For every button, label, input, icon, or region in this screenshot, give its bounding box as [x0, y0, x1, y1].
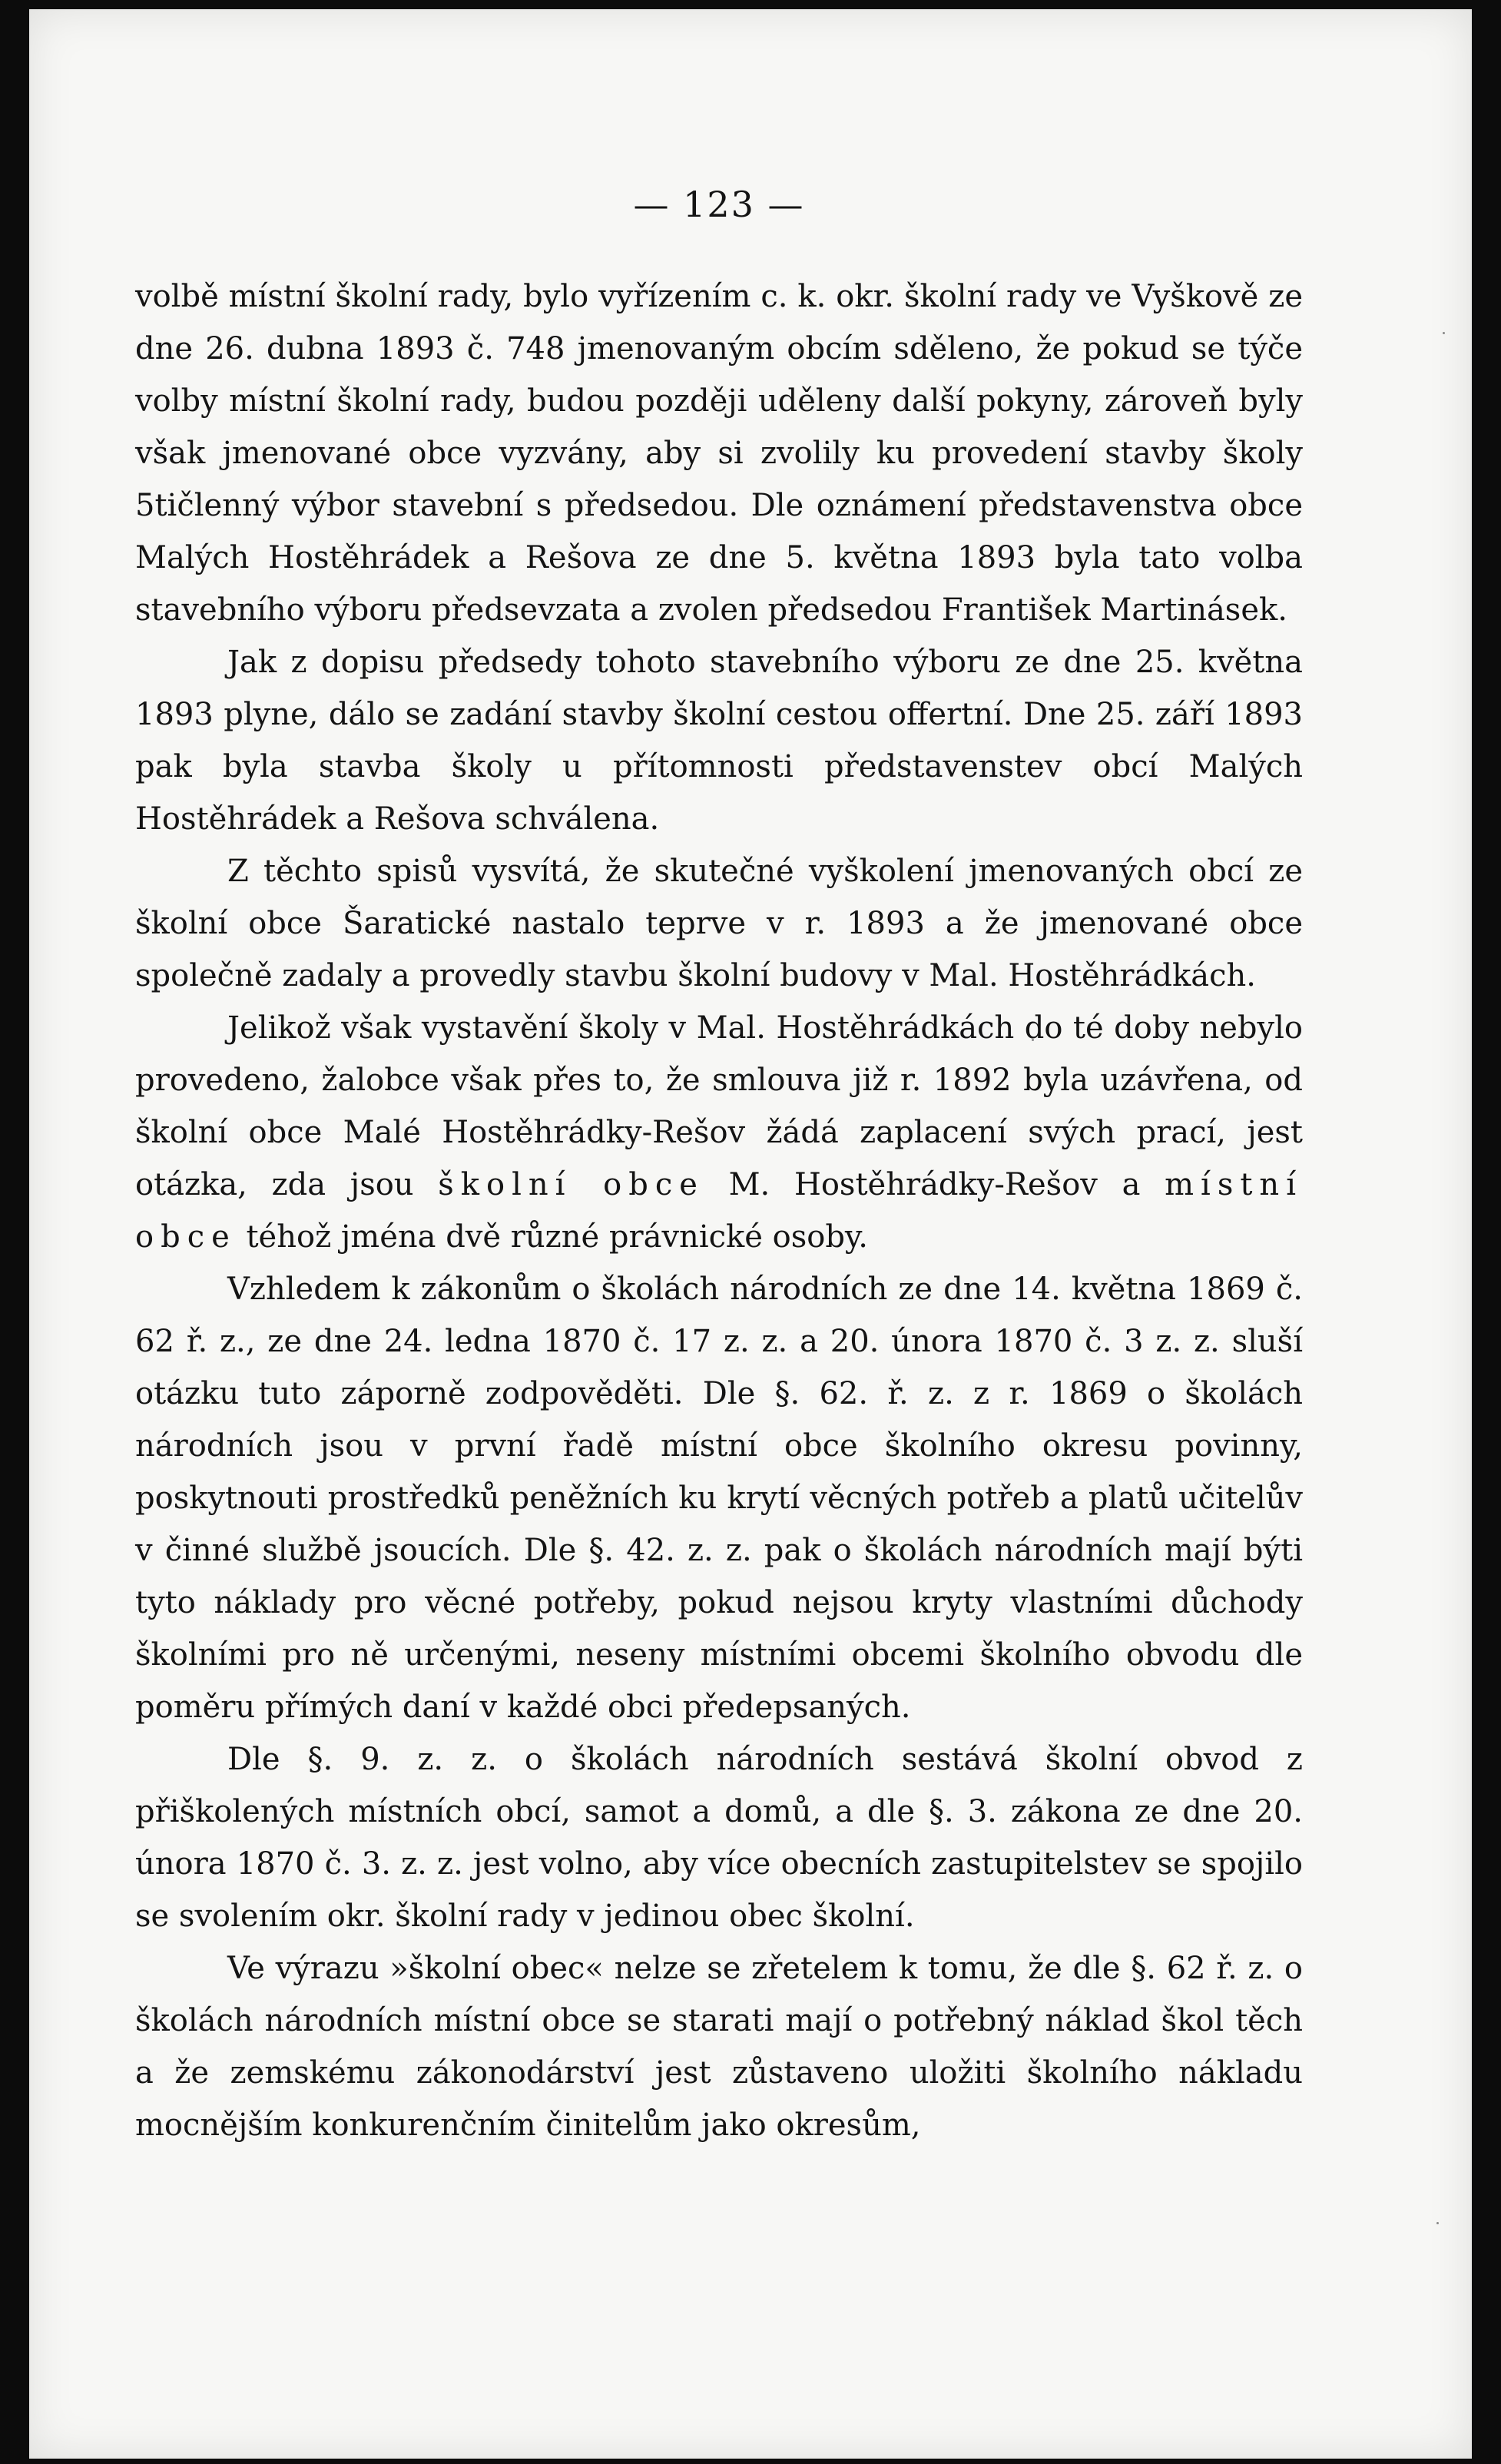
paragraph	[135, 1002, 1303, 1263]
paragraph	[135, 1942, 1303, 2151]
paragraph-text: téhož jména dvě různé právnické osoby.	[236, 1219, 868, 1255]
emphasized-text: místní obce	[135, 1167, 1303, 1255]
speck	[1443, 332, 1445, 334]
paragraph-text: Z těchto spisů vysvítá, že skutečné vyškolení jmenovaných obcí ze školní obce Šaratické nastalo teprve v r. 1893 a že jmenované obce společně zadaly a provedly stavbu školní budovy v Mal. Hostěhrádkách.	[135, 854, 1303, 993]
paragraph	[135, 1733, 1303, 1942]
body-text	[135, 270, 1303, 2151]
paragraph-text: volbě místní školní rady, bylo vyřízením c. k. okr. školní rady ve Vyškově ze dne 26. dubna 1893 č. 748 jmenovaným obcím sděleno, že pokud se týče volby místní školní rady, budou později uděleny další pokyny, zároveň byly však jmenované obce vyzvány, aby si zvolily ku provedení stavby školy 5tičlenný výbor stavební s předsedou. Dle oznámení představenstva obce Malých Hostěhrádek a Rešova ze dne 5. května 1893 byla tato volba stavebního výboru předsevzata a zvolen předsedou František Martinásek.	[135, 279, 1303, 628]
text-block	[135, 184, 1303, 2151]
paragraph-text: Vzhledem k zákonům o školách národních ze dne 14. května 1869 č. 62 ř. z., ze dne 24. ledna 1870 č. 17 z. z. a 20. února 1870 č. 3 z. z. sluší otázku tuto záporně zodpověděti. Dle §. 62. ř. z. z r. 1869 o školách národních jsou v první řadě místní obce školního okresu povinny, poskytnouti prostředků peněžních ku krytí věcných potřeb a platů učitelův v činné službě jsoucích. Dle §. 42. z. z. pak o školách národních mají býti tyto náklady pro věcné potřeby, pokud nejsou kryty vlastními důchody školními pro ně určenými, neseny místními obcemi školního obvodu dle poměru přímých daní v každé obci předepsaných.	[135, 1272, 1303, 1725]
paragraph-text: Ve výrazu »školní obec« nelze se zřetelem k tomu, že dle §. 62 ř. z. o školách národních místní obce se starati mají o potřebný náklad škol těch a že zemskému zákonodárství jest zůstaveno uložiti školního nákladu mocnějším konkurenčním činitelům jako okresům,	[135, 1951, 1303, 2143]
paragraph	[135, 636, 1303, 845]
speck	[1436, 2222, 1439, 2224]
paragraph-text: Jelikož však vystavění školy v Mal. Hostěhrádkách do té doby nebylo provedeno, žalobce však přes to, že smlouva již r. 1892 byla uzávřena, od školní obce Malé Hostěhrádky-Rešov žádá zaplacení svých prací, jest otázka, zda jsou	[135, 1010, 1303, 1202]
paragraph	[135, 1263, 1303, 1733]
paragraph-text: Jak z dopisu předsedy tohoto stavebního výboru ze dne 25. května 1893 plyne, dálo se zadání stavby školní cestou offertní. Dne 25. září 1893 pak byla stavba školy u přítomnosti představenstev obcí Malých Hostěhrádek a Rešova schválena.	[135, 645, 1303, 837]
paragraph-text: Dle §. 9. z. z. o školách národních sestává školní obvod z přiškolených místních obcí, samot a domů, a dle §. 3. zákona ze dne 20. února 1870 č. 3. z. z. jest volno, aby více obecních zastupitelstev se spojilo se svolením okr. školní rady v jedinou obec školní.	[135, 1742, 1303, 1934]
paragraph-text: M. Hostěhrádky-Rešov a	[704, 1167, 1165, 1202]
paragraph	[135, 270, 1303, 636]
page-number: — 123 —	[633, 184, 805, 225]
paragraph	[135, 845, 1303, 1002]
emphasized-text: školní obce	[438, 1167, 704, 1202]
